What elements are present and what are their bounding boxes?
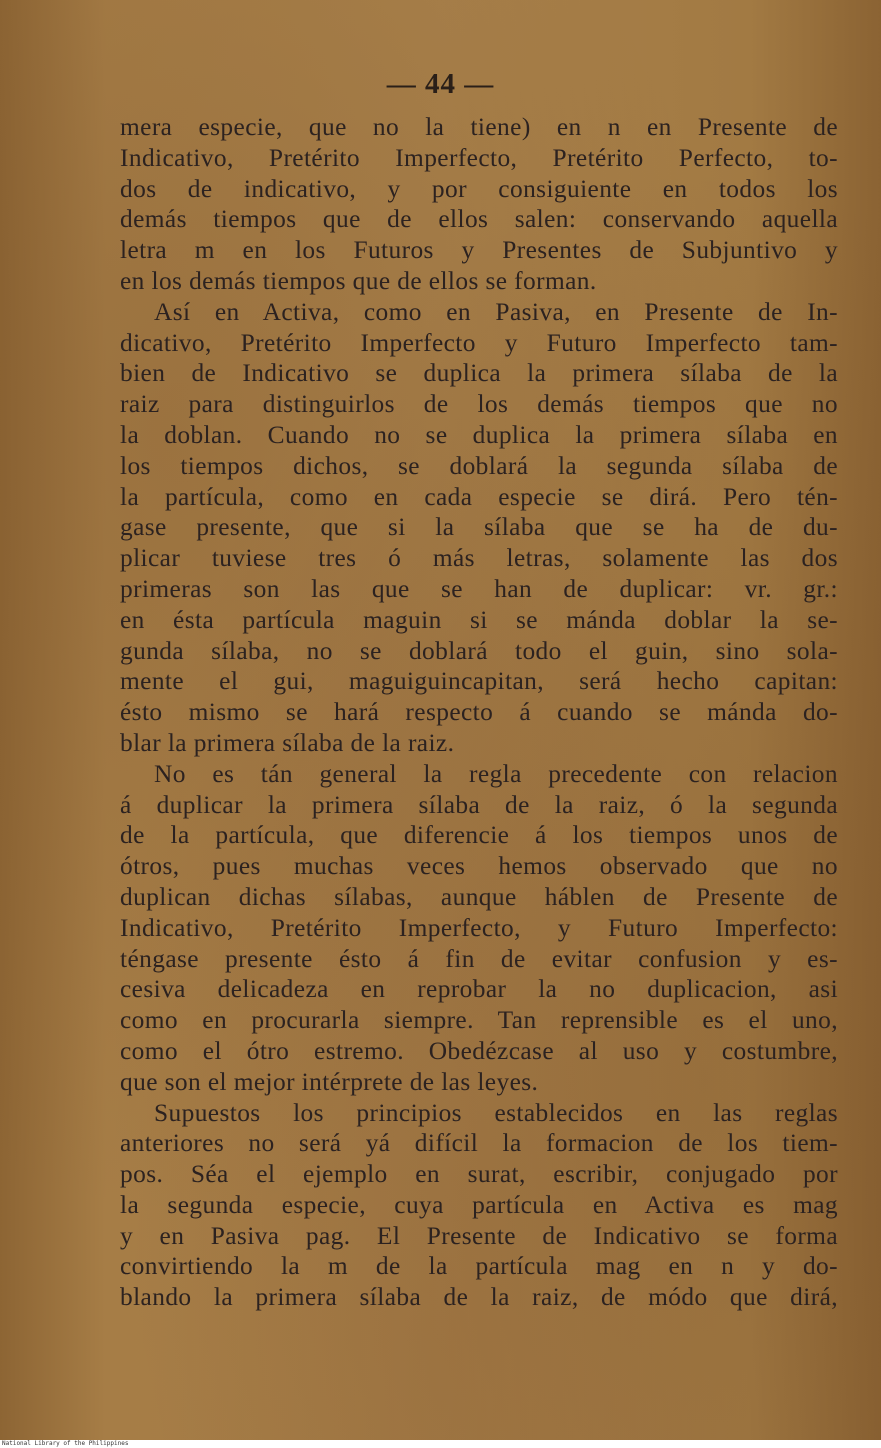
library-credit: National Library of the Philippines [2, 1440, 129, 1447]
body-text [120, 112, 838, 1313]
text-line: ótros, pues muchas veces hemos observado que no [120, 852, 838, 881]
text-line: blando la primera sílaba de la raiz, de módo que dirá, [120, 1283, 838, 1312]
text-line: cesiva delicadeza en reprobar la no duplicacion, asi [120, 975, 839, 1004]
text-line: gunda sílaba, no se doblará todo el guin, sino sola- [120, 636, 839, 665]
text-line: primeras son las que se han de duplicar: vr. gr.: [120, 574, 839, 603]
text-line: á duplicar la primera sílaba de la raiz, ó la segunda [120, 790, 839, 819]
text-line: la doblan. Cuando no se duplica la primera sílaba en [120, 420, 839, 449]
text-line: Supuestos los principios establecidos en las reglas [154, 1098, 838, 1127]
text-line: que son el mejor intérprete de las leyes. [120, 1067, 539, 1096]
text-line: la segunda especie, cuya partícula en Activa es mag [120, 1190, 839, 1219]
text-line: No es tán general la regla precedente con relacion [154, 759, 838, 788]
text-line: Indicativo, Pretérito Imperfecto, y Futuro Imperfecto: [120, 913, 839, 942]
text-line: plicar tuviese tres ó más letras, solamente las dos [120, 544, 839, 573]
text-line: anteriores no será yá difícil la formacion de los tiem- [120, 1129, 838, 1158]
text-line: convirtiendo la m de la partícula mag en n y do- [120, 1252, 839, 1281]
text-line: en ésta partícula maguin si se mánda doblar la se- [120, 605, 838, 634]
page-number: — 44 — [386, 68, 495, 100]
text-line: mera especie, que no la tiene) en n en Presente de [120, 113, 838, 141]
text-line: pos. Séa el ejemplo en surat, escribir, conjugado por [120, 1160, 838, 1189]
text-line: Así en Activa, como en Pasiva, en Presente de In- [154, 297, 839, 326]
text-line: de la partícula, que diferencie á los tiempos unos de [120, 821, 838, 850]
text-line: Indicativo, Pretérito Imperfecto, Pretérito Perfecto, to- [120, 143, 838, 172]
footer-strip [0, 1440, 881, 1448]
text-line: letra m en los Futuros y Presentes de Subjuntivo y [120, 236, 838, 265]
text-line: dos de indicativo, y por consiguiente en todos los [120, 174, 839, 203]
text-line: raiz para distinguirlos de los demás tiempos que no [120, 390, 838, 419]
text-line: los tiempos dichos, se doblará la segunda sílaba de [120, 451, 839, 480]
text-line: blar la primera sílaba de la raiz. [120, 728, 455, 757]
text-line: téngase presente ésto á fin de evitar confusion y es- [120, 944, 838, 973]
text-line: duplican dichas sílabas, aunque háblen de Presente de [120, 882, 838, 911]
text-line: bien de Indicativo se duplica la primera sílaba de la [120, 359, 839, 388]
text-line: en los demás tiempos que de ellos se forman. [120, 266, 597, 295]
text-line: gase presente, que si la sílaba que se ha de du- [120, 513, 838, 542]
text-line: dicativo, Pretérito Imperfecto y Futuro Imperfecto tam- [120, 328, 838, 357]
text-line: mente el gui, maguiguincapitan, será hecho capitan: [120, 667, 838, 696]
text-line: la partícula, como en cada especie se dirá. Pero tén- [120, 482, 839, 511]
text-line: y en Pasiva pag. El Presente de Indicativo se forma [120, 1221, 838, 1250]
text-line: ésto mismo se hará respecto á cuando se mánda do- [120, 698, 838, 727]
text-line: como el ótro estremo. Obedézcase al uso y costumbre, [120, 1036, 838, 1065]
text-line: demás tiempos que de ellos salen: conservando aquella [120, 205, 839, 234]
text-line: como en procurarla siempre. Tan reprensible es el uno, [120, 1006, 838, 1035]
